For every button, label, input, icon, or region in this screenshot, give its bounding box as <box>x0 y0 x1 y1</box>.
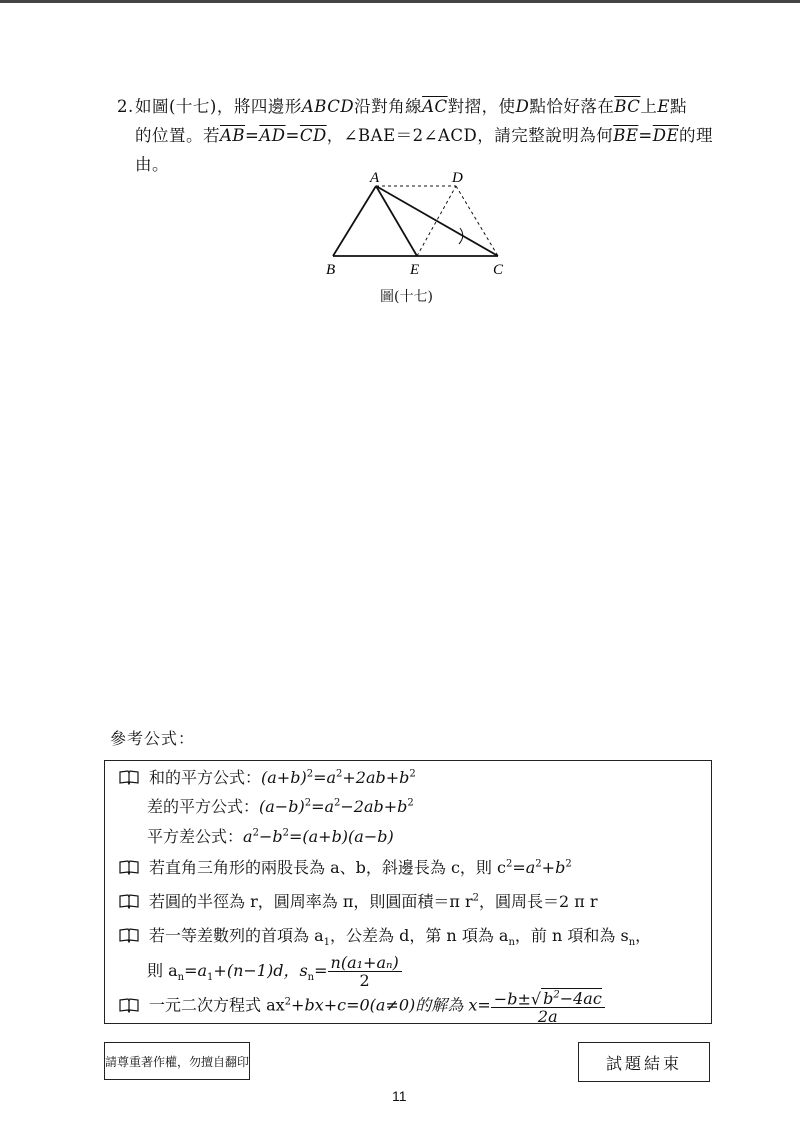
edge-ac <box>376 186 498 256</box>
edge-ae <box>376 186 417 256</box>
end-of-exam: 試題結束 <box>578 1042 710 1082</box>
formula-row-1 <box>119 765 416 788</box>
q-text: 對摺，使 <box>447 97 516 116</box>
copyright-notice: 請尊重著作權，勿擅自翻印 <box>104 1042 250 1080</box>
sub: n <box>508 937 515 949</box>
segment-ac: $\overline{AC}$ <box>422 97 448 116</box>
r8-text: 一元二次方程式 ax <box>149 995 285 1015</box>
r2-label: 差的平方公式： <box>147 797 260 816</box>
q-text: 上 <box>640 97 658 116</box>
r3-b: −b <box>258 827 283 846</box>
sup: 2 <box>334 797 341 809</box>
point-d: D <box>515 97 530 116</box>
q-text: ，∠BAE＝2∠ACD，請完整說明為何 <box>326 126 614 145</box>
q-line2 <box>117 121 727 150</box>
book-icon <box>119 928 139 943</box>
sup: 2 <box>282 827 289 839</box>
r1-rest: =a <box>313 768 337 787</box>
r1-formula: (a+b) <box>261 768 307 787</box>
r1-tail: +2ab+b <box>342 768 410 787</box>
r7-b: =a <box>184 961 208 980</box>
figure-caption: 圖(十七) <box>380 289 433 305</box>
sup: 2 <box>284 996 292 1008</box>
r6-mid: ，公差為 d，第 n 項為 a <box>330 926 509 945</box>
label-a: A <box>370 170 380 186</box>
quadratic-denominator: 2a <box>537 1007 558 1027</box>
sup: 2 <box>336 768 343 780</box>
segment-bc: $\overline{BC}$ <box>614 97 641 116</box>
segment-ab: $\overline{AB}$ <box>220 126 246 145</box>
label-c: C <box>493 262 504 278</box>
r4-text: 若直角三角形的兩股長為 a、b，斜邊長為 c，則 c <box>149 858 506 877</box>
point-e: E <box>657 97 670 116</box>
formula-row-2 <box>147 794 414 817</box>
sqrt <box>541 988 602 1008</box>
sup: 2 <box>306 768 314 780</box>
segment-be: $\overline{BE}$ <box>613 126 639 145</box>
formula-row-6 <box>119 923 651 948</box>
edge-dc <box>456 186 498 256</box>
quadratic-fraction <box>491 987 605 1025</box>
r1-label: 和的平方公式： <box>149 768 262 787</box>
sup: 2 <box>505 858 513 870</box>
q-num-a: −b± <box>493 989 531 1009</box>
r6-end: ， <box>635 926 652 945</box>
page-number: 11 <box>392 1088 407 1104</box>
book-icon <box>119 770 139 785</box>
r6-text: 若一等差數列的首項為 a <box>149 926 324 945</box>
q-line3: 由。 <box>135 155 169 174</box>
sup: 2 <box>565 858 572 870</box>
sum-denominator: 2 <box>359 971 370 990</box>
r8-mid: +bx+c=0(a≠0)的解為 x= <box>291 995 491 1015</box>
segment-cd: $\overline{CD}$ <box>299 126 327 145</box>
sup: 2 <box>535 858 542 870</box>
r5-end: ，圓周長＝2 π r <box>478 892 598 911</box>
r2-rest: =a <box>311 797 335 816</box>
formula-row-5 <box>119 889 598 912</box>
label-d: D <box>452 170 463 186</box>
r3-a: a <box>243 827 253 846</box>
sup: 2 <box>409 768 416 780</box>
sub: n <box>307 972 315 984</box>
sum-numerator: n(a₁+aₙ) <box>328 954 402 972</box>
r4-mid: =a <box>512 858 536 877</box>
sum-fraction <box>328 954 402 989</box>
segment-de: $\overline{DE}$ <box>652 126 680 145</box>
sup: 2 <box>407 797 414 809</box>
r3-c: =(a+b)(a−b) <box>288 827 394 846</box>
r2-formula: (a−b) <box>259 797 305 816</box>
q-text: 如圖(十七)，將四邊形 <box>135 97 302 116</box>
q-quad: ABCD <box>301 97 355 116</box>
q-text: 的位置。若 <box>135 126 220 145</box>
edge-ab <box>333 186 376 256</box>
formula-box <box>104 760 712 1027</box>
book-icon <box>119 860 139 875</box>
eq-sign: = <box>285 126 300 145</box>
sup: 2 <box>472 892 479 904</box>
eq-sign: = <box>245 126 260 145</box>
q-num-b: b <box>543 989 554 1009</box>
quadratic-numerator: −b±√ $b^2-4ac$ <box>491 987 605 1008</box>
label-b: B <box>326 262 336 278</box>
reference-title: 參考公式： <box>110 729 196 748</box>
sub: 1 <box>207 972 214 984</box>
figure-17 <box>300 168 530 286</box>
q-text: 沿對角線 <box>354 97 423 116</box>
q-text: 點恰好落在 <box>529 97 615 116</box>
r6-mid2: ，前 n 項和為 s <box>514 926 629 945</box>
top-rule <box>0 0 800 3</box>
sup: 2 <box>553 990 560 1001</box>
r7-d: = <box>314 961 328 980</box>
sup: 2 <box>304 797 312 809</box>
q-text: 點 <box>669 97 687 116</box>
sup: 2 <box>252 827 259 839</box>
eq-sign: = <box>638 126 653 145</box>
r7-c: +(n−1)d，s <box>213 961 308 980</box>
label-e: E <box>410 262 420 278</box>
r4-end: +b <box>541 858 566 877</box>
formula-row-4 <box>119 855 572 878</box>
sub: n <box>628 937 636 949</box>
formula-row-8 <box>119 987 605 1025</box>
r2-tail: −2ab+b <box>340 797 408 816</box>
formula-row-7 <box>147 954 402 989</box>
q-text: 的理 <box>679 126 714 145</box>
question-number: 2. <box>117 97 134 116</box>
book-icon <box>119 998 139 1013</box>
q-num-c: −4ac <box>559 989 602 1009</box>
r3-label: 平方差公式： <box>147 827 244 846</box>
r7-a: 則 a <box>147 961 178 980</box>
r5-text: 若圓的半徑為 r，圓周率為 π，則圓面積＝π r <box>149 892 473 911</box>
sub: n <box>177 972 185 984</box>
book-icon <box>119 894 139 909</box>
formula-row-3 <box>147 824 394 847</box>
segment-ad: $\overline{AD}$ <box>259 126 286 145</box>
sub: 1 <box>323 937 331 949</box>
question-2 <box>117 92 727 179</box>
